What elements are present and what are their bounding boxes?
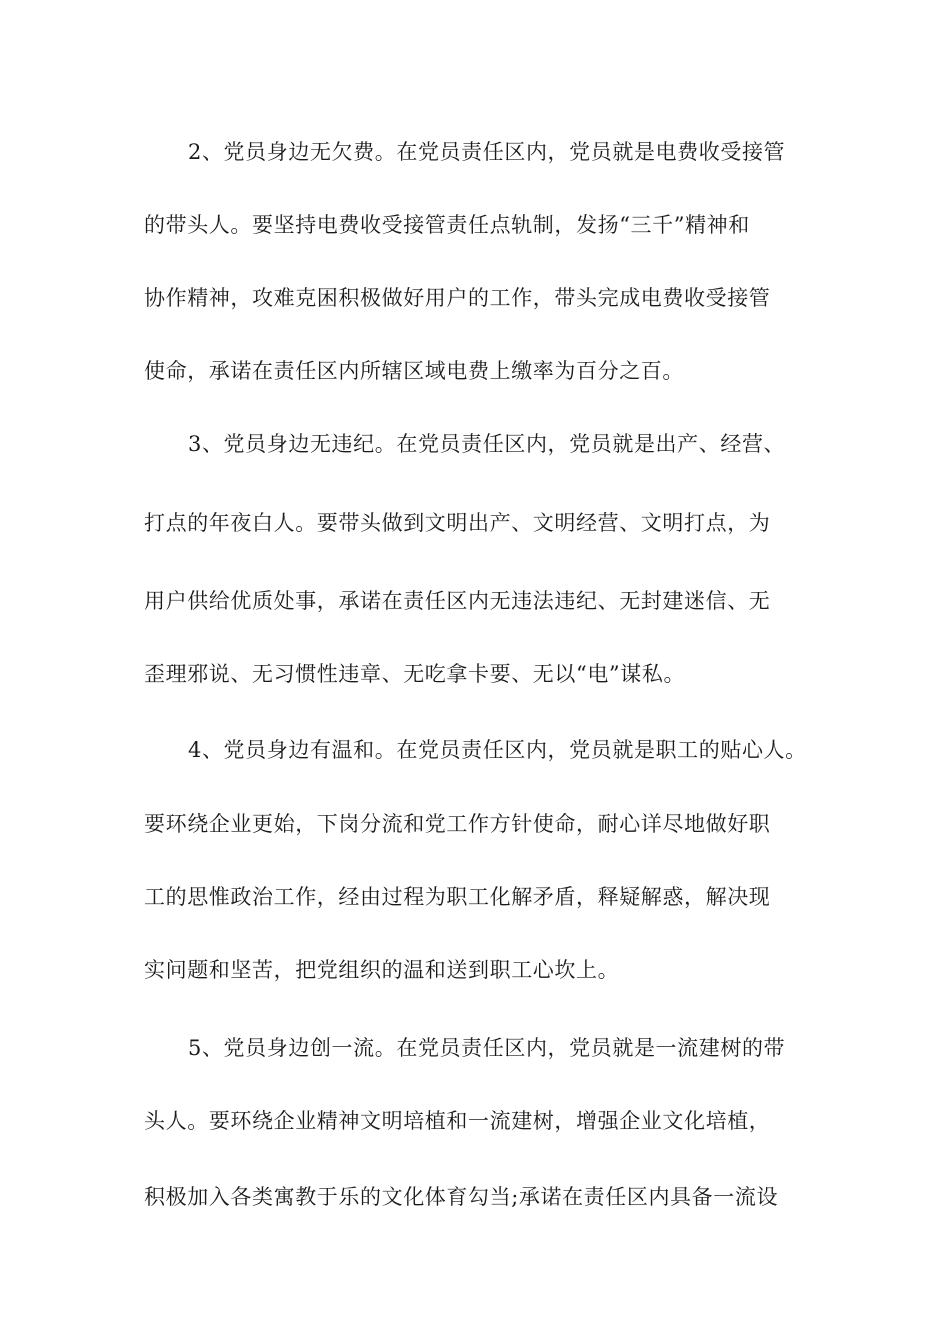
paragraph-5-line-1: 5、党员身边创一流。在党员责任区内，党员就是一流建树的带: [188, 1036, 786, 1060]
paragraph-4-line-4: 实问题和坚苦，把党组织的温和送到职工心坎上。: [144, 958, 620, 982]
paragraph-4-line-1: 4、党员身边有温和。在党员责任区内，党员就是职工的贴心人。: [188, 738, 807, 762]
paragraph-2-line-4: 使命，承诺在责任区内所辖区域电费上缴率为百分之百。: [144, 359, 684, 383]
paragraph-5-line-3: 积极加入各类寓教于乐的文化体育勾当;承诺在责任区内具备一流设: [144, 1185, 779, 1209]
paragraph-5-line-2: 头人。要环绕企业精神文明培植和一流建树，增强企业文化培植，: [144, 1109, 771, 1133]
paragraph-4-line-3: 工的思惟政治工作，经由过程为职工化解矛盾，释疑解惑，解决现: [144, 885, 771, 909]
paragraph-3-line-3: 用户供给优质处事，承诺在责任区内无违法违纪、无封建迷信、无: [144, 589, 771, 613]
paragraph-2-line-3: 协作精神，攻难克困积极做好用户的工作，带头完成电费收受接管: [144, 286, 771, 310]
paragraph-2-line-2: 的带头人。要坚持电费收受接管责任点轨制，发扬“三千”精神和: [144, 213, 750, 237]
paragraph-4-line-2: 要环绕企业更始，下岗分流和党工作方针使命，耐心详尽地做好职: [144, 812, 771, 836]
paragraph-3-line-1: 3、党员身边无违纪。在党员责任区内，党员就是出产、经营、: [188, 432, 786, 456]
paragraph-3-line-2: 打点的年夜白人。要带头做到文明出产、文明经营、文明打点，为: [144, 511, 771, 535]
paragraph-2-line-1: 2、党员身边无欠费。在党员责任区内，党员就是电费收受接管: [188, 140, 786, 164]
paragraph-3-line-4: 歪理邪说、无习惯性违章、无吃拿卡要、无以“电”谋私。: [144, 662, 686, 686]
